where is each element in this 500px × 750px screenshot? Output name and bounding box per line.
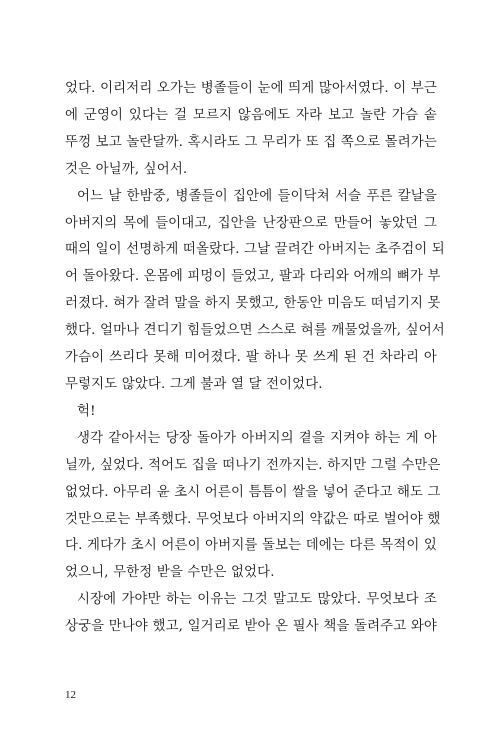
text-line: 때의 일이 선명하게 떠올랐다. 그날 끌려간 아버지는 초주검이 되 [65,242,445,258]
text-line: 생각 같아서는 당장 돌아가 아버지의 곁을 지켜야 하는 게 아 [77,430,437,446]
text-line: 했다. 얼마나 견디기 힘들었으면 스스로 혀를 깨물었을까, 싶어서 [65,323,445,339]
text-line: 무렇지도 않았다. 그게 불과 열 달 전이었다. [65,376,323,392]
text-line: 어 돌아왔다. 온몸에 피멍이 들었고, 팔과 다리와 어깨의 뼈가 부 [65,269,441,285]
text-line: 가슴이 쓰리다 못해 미어졌다. 팔 하나 못 쓰게 된 건 차라리 아 [65,350,437,366]
text-line: 없었다. 아무리 윤 초시 어른이 틈틈이 쌀을 넣어 준다고 해도 그 [65,484,441,500]
text-line: 었으니, 무한정 받을 수만은 없었다. [65,565,275,581]
text-line: 다. 게다가 초시 어른이 아버지를 돌보는 데에는 다른 목적이 있 [65,538,437,554]
text-line: 아버지의 목에 들이대고, 집안을 난장판으로 만들어 놓았던 그 [65,215,437,231]
text-line: 헉! [77,403,96,419]
text-line: 것은 아닐까, 싶어서. [65,161,188,177]
text-line: 어느 날 한밤중, 병졸들이 집안에 들이닥쳐 서슬 푸른 칼날을 [77,188,437,204]
text-line: 시장에 가야만 하는 이유는 그것 말고도 많았다. 무엇보다 조 [77,592,437,608]
text-line: 것만으로는 부족했다. 무엇보다 아버지의 약값은 따로 벌어야 했 [65,511,441,527]
text-line: 상궁을 만나야 했고, 일거리로 받아 온 필사 책을 돌려주고 와야 [65,619,437,635]
body-text [65,76,445,641]
page-number: 12 [65,689,76,701]
text-line: 뚜껑 보고 놀란달까. 혹시라도 그 무리가 또 집 쪽으로 몰려가는 [65,134,437,150]
text-line: 닐까, 싶었다. 적어도 집을 떠나기 전까지는. 하지만 그럴 수만은 [65,457,441,473]
text-line: 러졌다. 혀가 잘려 말을 하지 못했고, 한동안 미음도 떠넘기지 못 [65,296,441,312]
text-line: 었다. 이리저리 오가는 병졸들이 눈에 띄게 많아서였다. 이 부근 [65,81,437,96]
text-line: 에 군영이 있다는 걸 모르지 않음에도 자라 보고 놀란 가슴 솥 [65,107,437,123]
